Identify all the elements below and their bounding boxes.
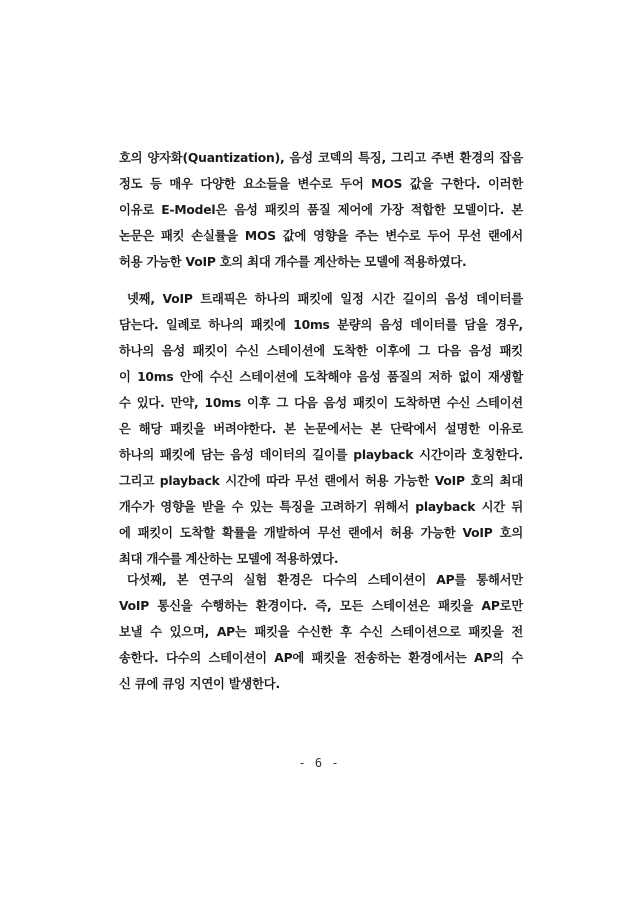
text-line: 개수가 영향을 받을 수 있는 특징을 고려하기 위해서 playback 시간 뒤 [119,500,523,514]
paragraph-1 [119,145,523,275]
text-line: 이유로 E-Model은 음성 패킷의 품질 제어에 가장 적합한 모델이다. 본 [119,203,523,217]
text-line: 담는다. 일례로 하나의 패킷에 10ms 분량의 음성 데이터를 담을 경우, [119,318,523,332]
page-number: - 6 - [298,756,340,770]
paragraph-3 [119,567,523,697]
text-line: VoIP 통신을 수행하는 환경이다. 즉, 모든 스테이션은 패킷을 AP로만 [119,599,523,613]
text-line: 은 해당 패킷을 버려야한다. 본 논문에서는 본 단락에서 설명한 이유로 [119,422,523,436]
text-line: 논문은 패킷 손실률을 MOS 값에 영향을 주는 변수로 두어 무선 랜에서 [119,229,523,243]
text-line: 보낼 수 있으며, AP는 패킷을 수신한 후 수신 스테이션으로 패킷을 전 [119,625,523,639]
text-line: 송한다. 다수의 스테이션이 AP에 패킷을 전송하는 환경에서는 AP의 수 [119,651,523,665]
text-line: 수 있다. 만약, 10ms 이후 그 다음 음성 패킷이 도착하면 수신 스테이션 [119,396,523,410]
text-line: 넷째, VoIP 트래픽은 하나의 패킷에 일정 시간 길이의 음성 데이터를 [127,292,523,306]
text-line: 호의 양자화(Quantization), 음성 코덱의 특징, 그리고 주변 환경의 잡음 [119,151,523,165]
text-line: 다섯째, 본 연구의 실험 환경은 다수의 스테이션이 AP를 통해서만 [127,573,523,587]
text-line: 하나의 음성 패킷이 수신 스테이션에 도착한 이후에 그 다음 음성 패킷 [119,344,523,358]
text-line: 최대 개수를 계산하는 모델에 적용하였다. [119,552,339,566]
text-line: 신 큐에 큐잉 지연이 발생한다. [119,677,280,691]
text-line: 정도 등 매우 다양한 요소들을 변수로 두어 MOS 값을 구한다. 이러한 [119,177,523,191]
paragraph-2 [119,286,523,572]
text-line: 허용 가능한 VoIP 호의 최대 개수를 계산하는 모델에 적용하였다. [119,255,467,269]
text-line: 그리고 playback 시간에 따라 무선 랜에서 허용 가능한 VoIP 호의 최대 [119,474,523,488]
text-line: 하나의 패킷에 담는 음성 데이터의 길이를 playback 시간이라 호칭한다. [119,448,523,462]
text-line: 에 패킷이 도착할 확률을 개발하여 무선 랜에서 허용 가능한 VoIP 호의 [119,526,523,540]
text-line: 이 10ms 안에 수신 스테이션에 도착해야 음성 품질의 저하 없이 재생할 [119,370,523,384]
